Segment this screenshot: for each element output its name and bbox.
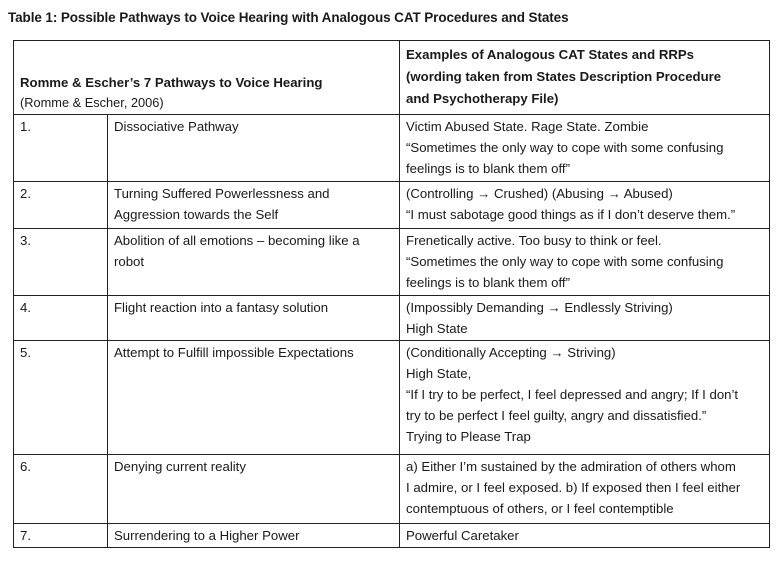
- row-pathway: Dissociative Pathway: [108, 115, 400, 182]
- header-examples-line: (wording taken from States Description Procedure: [406, 69, 722, 84]
- table-header-row: [14, 41, 770, 115]
- row-pathway: Flight reaction into a fantasy solution: [108, 296, 400, 341]
- row-pathway: Denying current reality: [108, 455, 400, 524]
- row-examples: (Conditionally Accepting → Striving) High State, “If I try to be perfect, I feel depressed and angry; If I don’t try to be perfect I feel guilty, angry and dissatisfied.” Trying to Please Trap: [400, 341, 770, 455]
- row-number: 2.: [14, 182, 108, 229]
- pathways-table: [13, 40, 770, 548]
- table-row: [14, 182, 770, 229]
- row-number: 7.: [14, 524, 108, 548]
- row-number: 3.: [14, 229, 108, 296]
- header-examples-cell: [400, 41, 770, 115]
- row-pathway: Abolition of all emotions – becoming like a robot: [108, 229, 400, 296]
- header-examples-line: and Psychotherapy File): [406, 91, 559, 106]
- row-number: 4.: [14, 296, 108, 341]
- row-pathway: Attempt to Fulfill impossible Expectations: [108, 341, 400, 455]
- header-pathways-title: Romme & Escher’s 7 Pathways to Voice Hearing: [20, 75, 323, 90]
- table-row: [14, 296, 770, 341]
- row-examples: (Impossibly Demanding → Endlessly Striving) High State: [400, 296, 770, 341]
- table-row: [14, 524, 770, 548]
- header-examples-line: Examples of Analogous CAT States and RRPs: [406, 47, 694, 62]
- row-pathway: Surrendering to a Higher Power: [108, 524, 400, 548]
- row-pathway: Turning Suffered Powerlessness and Aggression towards the Self: [108, 182, 400, 229]
- row-examples: Victim Abused State. Rage State. Zombie “Sometimes the only way to cope with some confusing feelings is to blank them off”: [400, 115, 770, 182]
- row-examples: (Controlling → Crushed) (Abusing → Abused) “I must sabotage good things as if I don’t deserve them.”: [400, 182, 770, 229]
- table-row: [14, 455, 770, 524]
- table-row: [14, 115, 770, 182]
- row-examples: Powerful Caretaker: [400, 524, 770, 548]
- row-examples: a) Either I’m sustained by the admiration of others whom I admire, or I feel exposed. b) If exposed then I feel either contemptuous of others, or I feel contemptible: [400, 455, 770, 524]
- header-pathways-cell: [14, 41, 400, 115]
- row-number: 6.: [14, 455, 108, 524]
- row-examples: Frenetically active. Too busy to think or feel. “Sometimes the only way to cope with some confusing feelings is to blank them off”: [400, 229, 770, 296]
- row-number: 1.: [14, 115, 108, 182]
- table-caption: Table 1: Possible Pathways to Voice Hearing with Analogous CAT Procedures and States: [8, 10, 569, 25]
- table-row: [14, 341, 770, 455]
- row-number: 5.: [14, 341, 108, 455]
- header-pathways-subtitle: (Romme & Escher, 2006): [20, 95, 164, 110]
- table-row: [14, 229, 770, 296]
